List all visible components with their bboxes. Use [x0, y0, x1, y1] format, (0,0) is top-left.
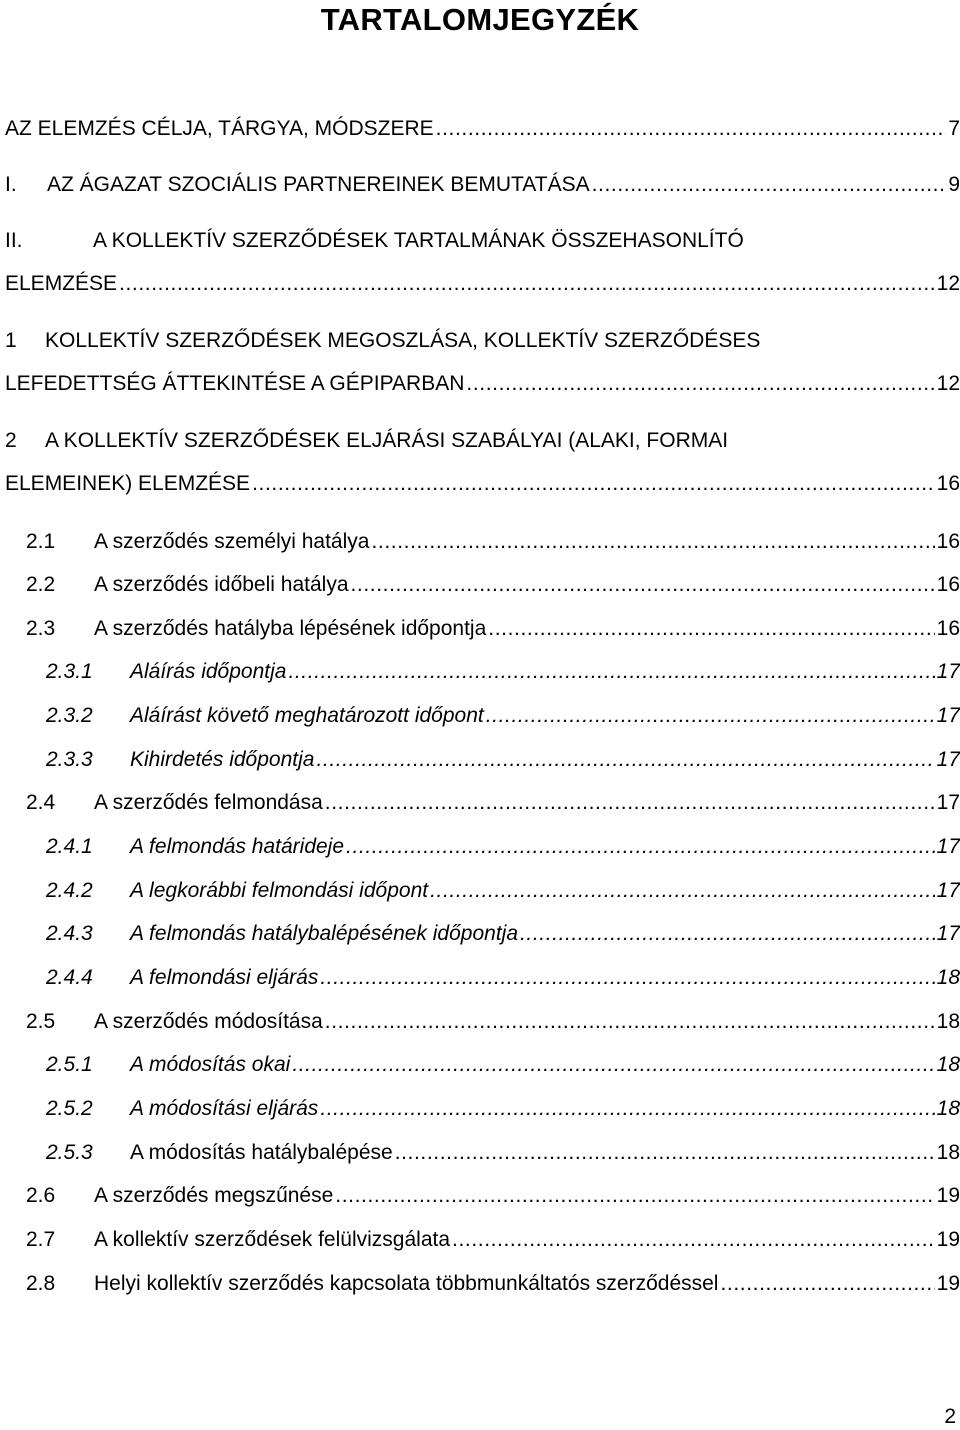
toc-entry-2-5-3[interactable]: [46, 1139, 960, 1167]
toc-entry-text: A kollektív szerződések felülvizsgálata: [94, 1228, 451, 1251]
toc-entry-number: 2.5.3: [46, 1141, 93, 1164]
toc-entry-page: 17: [936, 704, 960, 727]
toc-entry-number: 2.5.2: [46, 1097, 93, 1120]
toc-leader-dots: [252, 470, 935, 498]
toc-leader-dots: [466, 370, 934, 398]
toc-entry-page: 19: [936, 1184, 960, 1207]
toc-entry-text: A szerződés megszűnése: [94, 1184, 334, 1207]
toc-entry-number: II.: [5, 229, 23, 252]
toc-entry-text: A felmondási eljárás: [130, 966, 319, 989]
toc-leader-dots: [436, 115, 947, 143]
toc-leader-dots: [351, 571, 935, 599]
toc-entry-text: A szerződés időbeli hatálya: [94, 573, 349, 596]
toc-entry-number: 2.3: [26, 617, 56, 640]
toc-entry-page: 17: [936, 922, 960, 945]
toc-entry-number: 2.4: [26, 791, 56, 814]
toc-entry-2-3[interactable]: [26, 615, 960, 643]
toc-leader-dots: [592, 171, 947, 199]
toc-entry-number: 2: [5, 429, 17, 452]
toc-entry-2-3-2[interactable]: [46, 702, 960, 730]
page-number: 2: [944, 1405, 956, 1428]
toc-entry-text: Aláírás időpontja: [130, 660, 287, 683]
toc-entry-2-4-3[interactable]: [46, 920, 960, 948]
toc-leader-dots: [720, 1270, 934, 1298]
toc-leader-dots: [325, 789, 935, 817]
toc-entry-i[interactable]: [5, 171, 960, 199]
toc-entry-page: 17: [936, 835, 960, 858]
toc-leader-dots: [325, 1008, 935, 1036]
toc-entry-text: A szerződés személyi hatálya: [94, 530, 370, 553]
toc-entry-2-5[interactable]: [26, 1008, 960, 1036]
toc-entry-number: 2.3.2: [46, 704, 93, 727]
toc-entry-number: 1: [5, 329, 17, 352]
toc-entry-2-8[interactable]: [26, 1270, 960, 1298]
toc-entry-number: I.: [5, 173, 17, 196]
toc-entry-2-2[interactable]: [26, 571, 960, 599]
toc-entry-text: A KOLLEKTÍV SZERZŐDÉSEK ELJÁRÁSI SZABÁLYAI (ALAKI, FORMAI: [45, 429, 729, 452]
toc-entry-1-line2[interactable]: [5, 370, 960, 398]
toc-entry-2-3-3[interactable]: [46, 746, 960, 774]
toc-entry-number: 2.5: [26, 1010, 56, 1033]
toc-entry-2-6[interactable]: [26, 1182, 960, 1210]
toc-entry-text: A módosítás hatálybalépése: [130, 1141, 393, 1164]
toc-entry-page: 12: [936, 372, 960, 395]
toc-entry-text: A módosítás okai: [130, 1053, 291, 1076]
toc-entry-ii-line2[interactable]: [5, 270, 960, 298]
toc-entry-number: 2.4.3: [46, 922, 93, 945]
toc-entry-text-continued: LEFEDETTSÉG ÁTTEKINTÉSE A GÉPIPARBAN: [5, 372, 465, 395]
toc-entry-page: 9: [948, 173, 960, 196]
toc-entry-number: 2.1: [26, 530, 56, 553]
toc-entry-text: A KOLLEKTÍV SZERZŐDÉSEK TARTALMÁNAK ÖSSZEHASONLÍTÓ: [93, 229, 744, 252]
toc-entry-1-line1[interactable]: [5, 327, 760, 355]
toc-entry-page: 18: [936, 1141, 960, 1164]
toc-entry-page: 17: [936, 791, 960, 814]
toc-leader-dots: [288, 658, 934, 686]
toc-entry-elemzes-celja[interactable]: [5, 115, 960, 143]
toc-leader-dots: [486, 702, 935, 730]
toc-entry-page: 19: [936, 1228, 960, 1251]
toc-leader-dots: [119, 270, 935, 298]
toc-entry-page: 12: [936, 272, 960, 295]
toc-entry-2-5-2[interactable]: [46, 1095, 960, 1123]
toc-leader-dots: [488, 615, 934, 643]
toc-entry-page: 17: [936, 660, 960, 683]
toc-entry-2-7[interactable]: [26, 1226, 960, 1254]
toc-leader-dots: [452, 1226, 935, 1254]
toc-entry-text: Kihirdetés időpontja: [130, 748, 315, 771]
toc-entry-page: 19: [936, 1272, 960, 1295]
toc-entry-number: 2.7: [26, 1228, 56, 1251]
toc-entry-page: 16: [936, 530, 960, 553]
toc-entry-page: 18: [936, 966, 960, 989]
toc-entry-number: 2.4.1: [46, 835, 93, 858]
toc-entry-page: 16: [936, 472, 960, 495]
toc-entry-text: A módosítási eljárás: [130, 1097, 319, 1120]
toc-leader-dots: [320, 1095, 934, 1123]
toc-entry-text: KOLLEKTÍV SZERZŐDÉSEK MEGOSZLÁSA, KOLLEKTÍV SZERZŐDÉSES: [45, 329, 761, 352]
toc-leader-dots: [395, 1139, 935, 1167]
toc-leader-dots: [371, 528, 934, 556]
toc-leader-dots: [316, 746, 934, 774]
toc-entry-2-4[interactable]: [26, 789, 960, 817]
toc-leader-dots: [346, 833, 935, 861]
toc-entry-number: 2.2: [26, 573, 56, 596]
toc-leader-dots: [320, 964, 934, 992]
toc-entry-ii-line1[interactable]: [5, 227, 744, 255]
toc-entry-text: Aláírást követő meghatározott időpont: [130, 704, 484, 727]
toc-entry-page: 18: [936, 1010, 960, 1033]
toc-entry-number: 2.4.4: [46, 966, 93, 989]
toc-entry-text: A legkorábbi felmondási időpont: [130, 879, 429, 902]
toc-entry-number: 2.5.1: [46, 1053, 93, 1076]
toc-title: TARTALOMJEGYZÉK: [320, 2, 640, 37]
toc-entry-page: 17: [936, 879, 960, 902]
toc-entry-page: 18: [936, 1097, 960, 1120]
toc-entry-page: 17: [936, 748, 960, 771]
toc-entry-text: A felmondás határideje: [130, 835, 345, 858]
toc-entry-2-line2[interactable]: [5, 470, 960, 498]
toc-entry-page: 18: [936, 1053, 960, 1076]
toc-entry-text: A szerződés felmondása: [94, 791, 323, 814]
toc-leader-dots: [335, 1182, 934, 1210]
toc-entry-2-5-1[interactable]: [46, 1051, 960, 1079]
toc-entry-text: AZ ÁGAZAT SZOCIÁLIS PARTNEREINEK BEMUTATÁSA: [47, 173, 590, 196]
toc-entry-text: A szerződés hatályba lépésének időpontja: [94, 617, 487, 640]
toc-entry-number: 2.3.1: [46, 660, 93, 683]
toc-entry-2-4-2[interactable]: [46, 877, 960, 905]
toc-entry-text: A szerződés módosítása: [94, 1010, 323, 1033]
toc-leader-dots: [292, 1051, 934, 1079]
toc-entry-number: 2.6: [26, 1184, 56, 1207]
toc-entry-2-1[interactable]: [26, 528, 960, 556]
toc-entry-text: AZ ELEMZÉS CÉLJA, TÁRGYA, MÓDSZERE: [5, 117, 434, 140]
toc-entry-page: 7: [948, 117, 960, 140]
toc-entry-number: 2.8: [26, 1272, 56, 1295]
toc-entry-number: 2.4.2: [46, 879, 93, 902]
toc-entry-text: A felmondás hatálybalépésének időpontja: [130, 922, 518, 945]
toc-entry-text: Helyi kollektív szerződés kapcsolata többmunkáltatós szerződéssel: [94, 1272, 719, 1295]
toc-entry-number: 2.3.3: [46, 748, 93, 771]
toc-entry-2-line1[interactable]: [5, 427, 728, 455]
toc-entry-text-continued: ELEMZÉSE: [5, 272, 118, 295]
toc-entry-2-4-1[interactable]: [46, 833, 960, 861]
toc-leader-dots: [520, 920, 935, 948]
toc-leader-dots: [430, 877, 935, 905]
toc-entry-text-continued: ELEMEINEK) ELEMZÉSE: [5, 472, 251, 495]
toc-entry-2-3-1[interactable]: [46, 658, 960, 686]
toc-entry-page: 16: [936, 573, 960, 596]
toc-entry-page: 16: [936, 617, 960, 640]
toc-entry-2-4-4[interactable]: [46, 964, 960, 992]
